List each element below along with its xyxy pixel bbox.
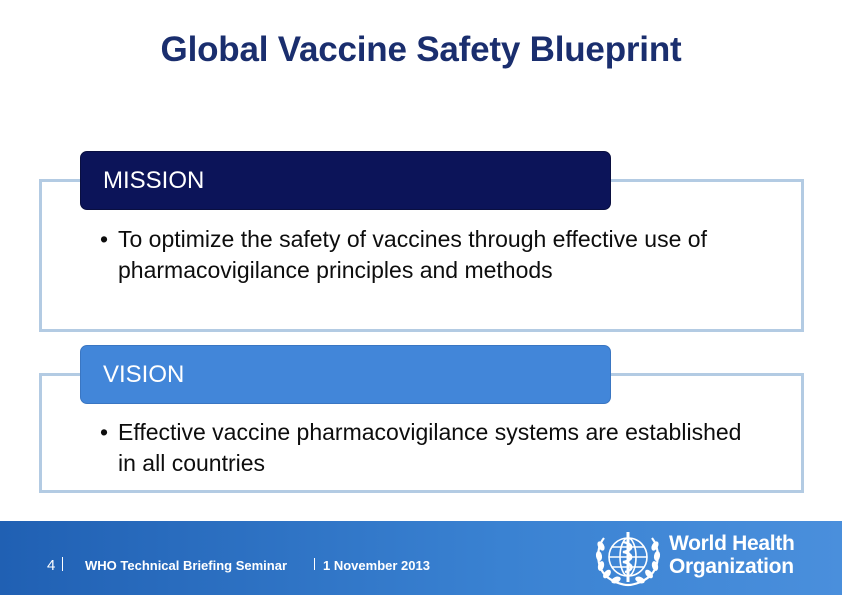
who-emblem-icon <box>592 524 664 590</box>
footer-event: WHO Technical Briefing Seminar <box>85 558 288 573</box>
vision-heading: VISION <box>103 360 185 388</box>
vision-bullet <box>100 417 760 479</box>
mission-bullet-text: To optimize the safety of vaccines through effective use of pharmacovigilance principles and methods <box>118 226 707 283</box>
slide-title: Global Vaccine Safety Blueprint <box>160 30 682 69</box>
footer-separator <box>62 557 63 571</box>
who-wordmark <box>669 532 795 578</box>
mission-heading-box <box>80 151 611 210</box>
vision-heading-box <box>80 345 611 404</box>
mission-heading: MISSION <box>103 166 205 194</box>
page-number: 4 <box>47 557 56 574</box>
who-name-line1: World Health <box>669 532 795 555</box>
bullet-marker: • <box>100 226 109 252</box>
who-name-line2: Organization <box>669 555 794 578</box>
vision-bullet-text: Effective vaccine pharmacovigilance systems are established in all countries <box>118 419 742 476</box>
footer-date: 1 November 2013 <box>323 558 430 573</box>
footer-separator <box>314 558 315 570</box>
bullet-marker: • <box>100 419 109 445</box>
mission-bullet <box>100 224 760 286</box>
